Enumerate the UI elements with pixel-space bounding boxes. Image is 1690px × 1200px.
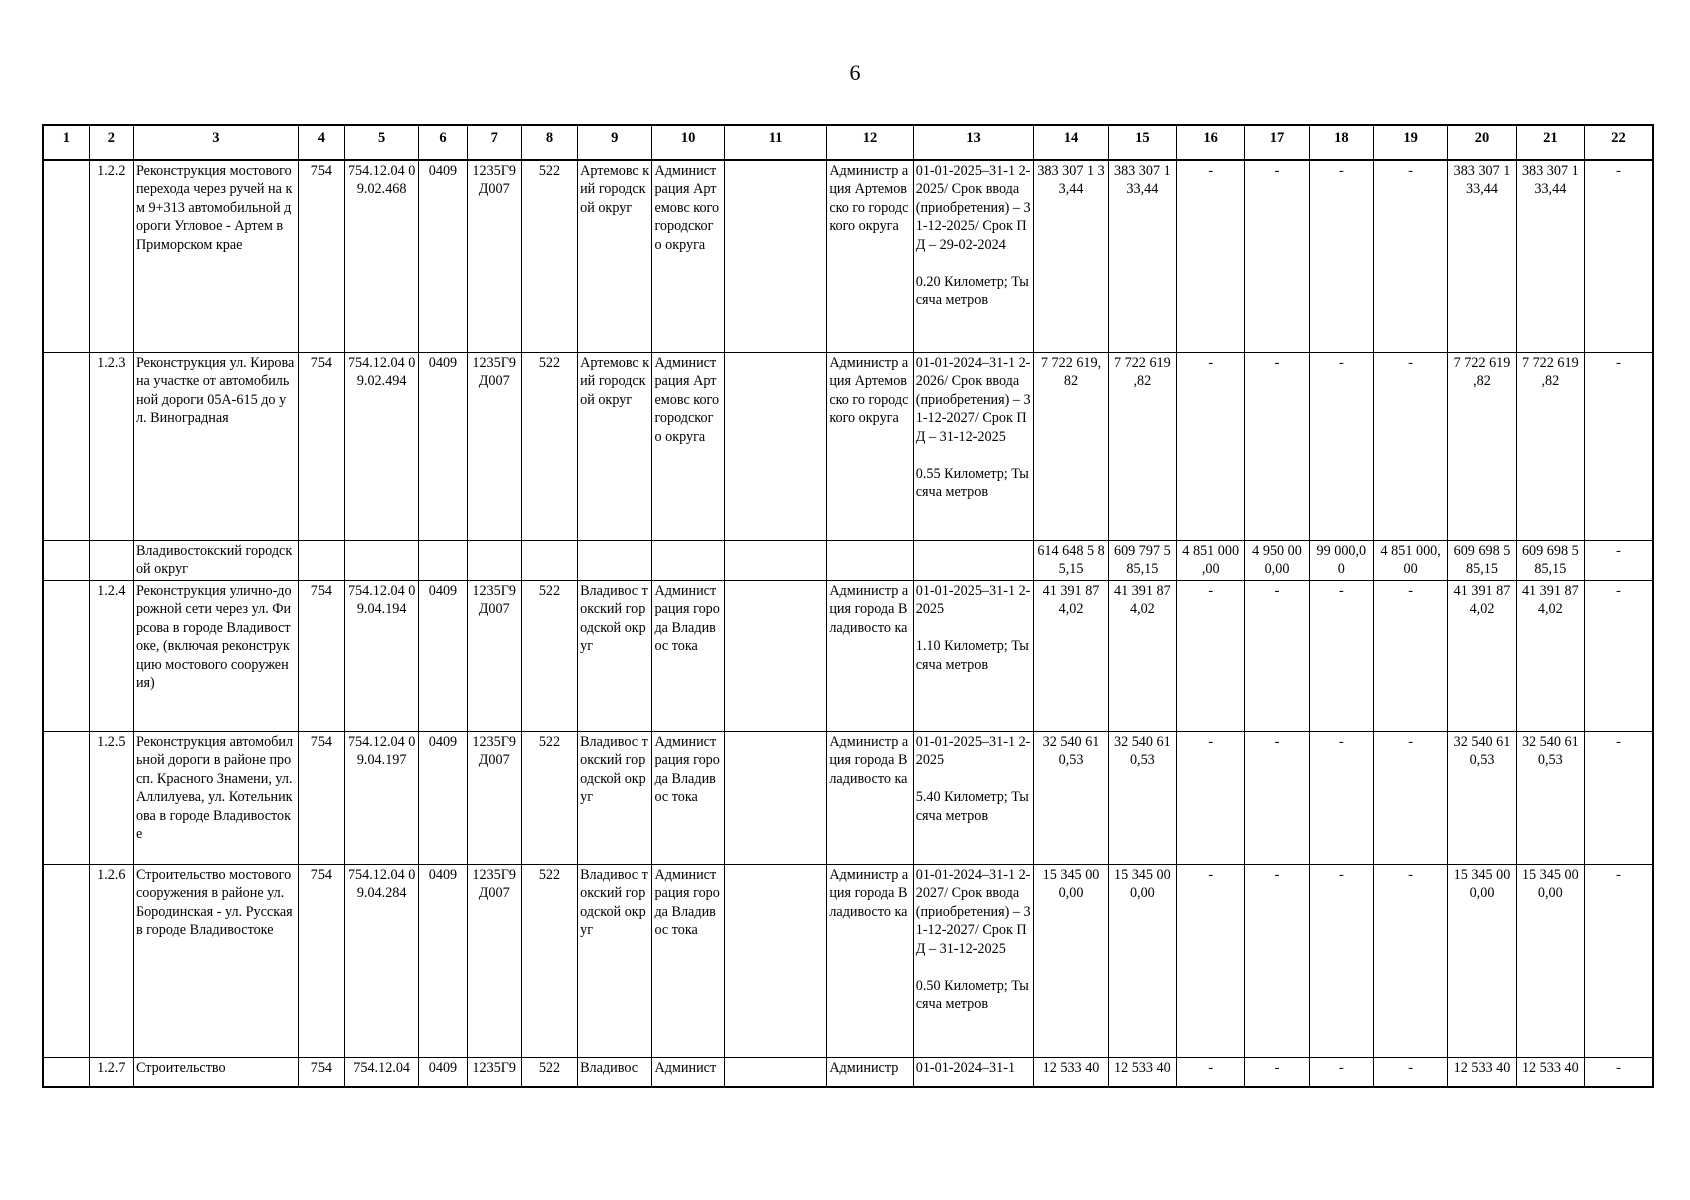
cell-col-11	[724, 160, 827, 353]
cell-col-2: 1.2.2	[89, 160, 133, 353]
cell-col-19: -	[1373, 580, 1447, 731]
cell-col-17: -	[1245, 864, 1309, 1057]
column-number-header	[43, 125, 1653, 160]
cell-col-11	[724, 580, 827, 731]
cell-col-16: -	[1177, 353, 1245, 541]
column-header-22: 22	[1584, 125, 1653, 160]
cell-col-9: Владивос токский городской округ	[578, 731, 652, 864]
cell-col-3: Реконструкция ул. Кирова на участке от автомобильной дороги 05А-615 до ул. Виноградная	[133, 353, 298, 541]
column-header-7: 7	[467, 125, 521, 160]
cell-col-1	[43, 160, 89, 353]
cell-col-15: 12 533 40	[1108, 1057, 1176, 1087]
cell-col-16: -	[1177, 1057, 1245, 1087]
column-header-4: 4	[298, 125, 344, 160]
cell-col-3: Строительство	[133, 1057, 298, 1087]
row-1-2-4	[43, 580, 1653, 731]
column-header-21: 21	[1516, 125, 1584, 160]
cell-col-20: 32 540 61 0,53	[1448, 731, 1516, 864]
cell-col-1	[43, 541, 89, 581]
cell-col-6: 0409	[419, 731, 467, 864]
cell-col-15: 609 797 5 85,15	[1108, 541, 1176, 581]
cell-col-9: Артемовс кий городской округ	[578, 353, 652, 541]
column-header-12: 12	[827, 125, 913, 160]
cell-col-6	[419, 541, 467, 581]
cell-col-1	[43, 580, 89, 731]
row-1-2-3	[43, 353, 1653, 541]
cell-col-14: 32 540 61 0,53	[1034, 731, 1108, 864]
column-header-10: 10	[652, 125, 724, 160]
cell-col-4: 754	[298, 353, 344, 541]
cell-col-7: 1235Г9 Д007	[467, 353, 521, 541]
column-header-20: 20	[1448, 125, 1516, 160]
cell-col-20: 12 533 40	[1448, 1057, 1516, 1087]
cell-col-10	[652, 541, 724, 581]
cell-col-8: 522	[521, 1057, 577, 1087]
cell-col-15: 7 722 619 ,82	[1108, 353, 1176, 541]
cell-col-14: 7 722 619, 82	[1034, 353, 1108, 541]
column-header-8: 8	[521, 125, 577, 160]
column-header-15: 15	[1108, 125, 1176, 160]
column-header-13: 13	[913, 125, 1034, 160]
cell-col-2: 1.2.5	[89, 731, 133, 864]
cell-col-12: Администр ация города Владивосто ка	[827, 580, 913, 731]
cell-col-18: -	[1309, 580, 1373, 731]
cell-col-12: Администр ация Артемовско го городского округа	[827, 353, 913, 541]
cell-col-21: 41 391 87 4,02	[1516, 580, 1584, 731]
cell-col-2: 1.2.6	[89, 864, 133, 1057]
cell-col-12	[827, 541, 913, 581]
cell-col-5: 754.12.04	[344, 1057, 418, 1087]
cell-col-14: 12 533 40	[1034, 1057, 1108, 1087]
cell-col-11	[724, 541, 827, 581]
cell-col-22: -	[1584, 353, 1653, 541]
cell-col-9: Владивос токский городской округ	[578, 580, 652, 731]
cell-col-21: 383 307 1 33,44	[1516, 160, 1584, 353]
cell-col-22: -	[1584, 580, 1653, 731]
cell-col-10: Админист	[652, 1057, 724, 1087]
cell-col-19: -	[1373, 160, 1447, 353]
cell-col-7: 1235Г9 Д007	[467, 864, 521, 1057]
cell-col-19: -	[1373, 864, 1447, 1057]
cell-col-18: -	[1309, 864, 1373, 1057]
cell-col-9: Владивос токский городской округ	[578, 864, 652, 1057]
cell-col-4: 754	[298, 160, 344, 353]
cell-col-22: -	[1584, 1057, 1653, 1087]
cell-col-16: -	[1177, 731, 1245, 864]
cell-col-18: 99 000,0 0	[1309, 541, 1373, 581]
cell-col-1	[43, 1057, 89, 1087]
cell-col-11	[724, 864, 827, 1057]
cell-col-10: Админист рация Артемовс кого городског о округа	[652, 353, 724, 541]
column-header-5: 5	[344, 125, 418, 160]
cell-col-6: 0409	[419, 580, 467, 731]
cell-col-10: Админист рация города Владивос тока	[652, 731, 724, 864]
cell-col-8: 522	[521, 353, 577, 541]
row-1-2-2	[43, 160, 1653, 353]
cell-col-14: 383 307 1 33,44	[1034, 160, 1108, 353]
row-1-2-7	[43, 1057, 1653, 1087]
cell-col-1	[43, 864, 89, 1057]
column-header-1: 1	[43, 125, 89, 160]
cell-col-20: 7 722 619 ,82	[1448, 353, 1516, 541]
cell-col-16: -	[1177, 864, 1245, 1057]
cell-col-18: -	[1309, 1057, 1373, 1087]
cell-col-5: 754.12.04 09.04.197	[344, 731, 418, 864]
cell-col-22: -	[1584, 160, 1653, 353]
cell-col-7: 1235Г9 Д007	[467, 160, 521, 353]
cell-col-7	[467, 541, 521, 581]
cell-col-14: 614 648 5 85,15	[1034, 541, 1108, 581]
cell-col-3: Реконструкция автомобильной дороги в районе просп. Красного Знамени, ул. Аллилуева, ул. Котельникова в городе Владивостоке	[133, 731, 298, 864]
cell-col-7: 1235Г9 Д007	[467, 580, 521, 731]
cell-col-19: -	[1373, 353, 1447, 541]
column-header-14: 14	[1034, 125, 1108, 160]
cell-col-12: Администр ация города Владивосто ка	[827, 864, 913, 1057]
cell-col-3: Строительство мостового сооружения в районе ул. Бородинская - ул. Русская в городе Владивостоке	[133, 864, 298, 1057]
cell-col-12: Администр	[827, 1057, 913, 1087]
row-1-2-6	[43, 864, 1653, 1057]
cell-col-21: 15 345 00 0,00	[1516, 864, 1584, 1057]
cell-col-8	[521, 541, 577, 581]
cell-col-3: Реконструкция улично-дорожной сети через ул. Фирсова в городе Владивостоке, (включая реконструкцию мостового сооружения)	[133, 580, 298, 731]
cell-col-2: 1.2.4	[89, 580, 133, 731]
cell-col-5: 754.12.04 09.04.284	[344, 864, 418, 1057]
cell-col-22: -	[1584, 864, 1653, 1057]
cell-col-12: Администр ация Артемовско го городского округа	[827, 160, 913, 353]
cell-col-13: 01-01-2025–31-1 2-2025/ Срок ввода (приобретения) – 31-12-2025/ Срок ПД – 29-02-2024 0.20 Километр; Тысяча метров	[913, 160, 1034, 353]
cell-col-2: 1.2.3	[89, 353, 133, 541]
cell-col-19: 4 851 000, 00	[1373, 541, 1447, 581]
cell-col-9: Артемовс кий городской округ	[578, 160, 652, 353]
cell-col-16: -	[1177, 580, 1245, 731]
cell-col-17: -	[1245, 1057, 1309, 1087]
table-body	[43, 160, 1653, 1087]
cell-col-6: 0409	[419, 353, 467, 541]
cell-col-9	[578, 541, 652, 581]
cell-col-13: 01-01-2024–31-1 2-2027/ Срок ввода (приобретения) – 31-12-2027/ Срок ПД – 31-12-2025 0.50 Километр; Тысяча метров	[913, 864, 1034, 1057]
cell-col-15: 41 391 87 4,02	[1108, 580, 1176, 731]
cell-col-10: Админист рация города Владивос тока	[652, 864, 724, 1057]
cell-col-3: Реконструкция мостового перехода через ручей на км 9+313 автомобильной дороги Угловое - Артем в Приморском крае	[133, 160, 298, 353]
cell-col-20: 383 307 1 33,44	[1448, 160, 1516, 353]
cell-col-11	[724, 1057, 827, 1087]
cell-col-5	[344, 541, 418, 581]
cell-col-21: 32 540 61 0,53	[1516, 731, 1584, 864]
column-header-19: 19	[1373, 125, 1447, 160]
cell-col-5: 754.12.04 09.04.194	[344, 580, 418, 731]
cell-col-18: -	[1309, 353, 1373, 541]
cell-col-13: 01-01-2024–31-1 2-2026/ Срок ввода (приобретения) – 31-12-2027/ Срок ПД – 31-12-2025 0.55 Километр; Тысяча метров	[913, 353, 1034, 541]
cell-col-2	[89, 541, 133, 581]
cell-col-4: 754	[298, 580, 344, 731]
cell-col-7: 1235Г9	[467, 1057, 521, 1087]
cell-col-8: 522	[521, 731, 577, 864]
cell-col-2: 1.2.7	[89, 1057, 133, 1087]
cell-col-6: 0409	[419, 160, 467, 353]
column-header-6: 6	[419, 125, 467, 160]
cell-col-6: 0409	[419, 1057, 467, 1087]
cell-col-21: 7 722 619 ,82	[1516, 353, 1584, 541]
cell-col-17: 4 950 00 0,00	[1245, 541, 1309, 581]
cell-col-22: -	[1584, 731, 1653, 864]
cell-col-10: Админист рация города Владивос тока	[652, 580, 724, 731]
cell-col-14: 41 391 87 4,02	[1034, 580, 1108, 731]
row-1-2-5	[43, 731, 1653, 864]
cell-col-17: -	[1245, 160, 1309, 353]
cell-col-15: 383 307 1 33,44	[1108, 160, 1176, 353]
cell-col-11	[724, 731, 827, 864]
column-header-3: 3	[133, 125, 298, 160]
cell-col-12: Администр ация города Владивосто ка	[827, 731, 913, 864]
cell-col-4: 754	[298, 864, 344, 1057]
cell-col-21: 609 698 5 85,15	[1516, 541, 1584, 581]
cell-col-5: 754.12.04 09.02.494	[344, 353, 418, 541]
cell-col-5: 754.12.04 09.02.468	[344, 160, 418, 353]
cell-col-14: 15 345 00 0,00	[1034, 864, 1108, 1057]
column-header-2: 2	[89, 125, 133, 160]
cell-col-13: 01-01-2024–31-1	[913, 1057, 1034, 1087]
cell-col-19: -	[1373, 1057, 1447, 1087]
cell-col-19: -	[1373, 731, 1447, 864]
cell-col-17: -	[1245, 731, 1309, 864]
cell-col-15: 15 345 00 0,00	[1108, 864, 1176, 1057]
cell-col-18: -	[1309, 160, 1373, 353]
column-header-18: 18	[1309, 125, 1373, 160]
page-number: 6	[849, 60, 861, 85]
cell-col-11	[724, 353, 827, 541]
column-header-16: 16	[1177, 125, 1245, 160]
cell-col-17: -	[1245, 580, 1309, 731]
cell-col-3: Владивостокский городской округ	[133, 541, 298, 581]
cell-col-7: 1235Г9 Д007	[467, 731, 521, 864]
cell-col-1	[43, 731, 89, 864]
cell-col-10: Админист рация Артемовс кого городског о округа	[652, 160, 724, 353]
column-header-11: 11	[724, 125, 827, 160]
cell-col-4: 754	[298, 731, 344, 864]
cell-col-13: 01-01-2025–31-1 2-2025 5.40 Километр; Тысяча метров	[913, 731, 1034, 864]
cell-col-20: 609 698 5 85,15	[1448, 541, 1516, 581]
cell-col-8: 522	[521, 160, 577, 353]
cell-col-8: 522	[521, 864, 577, 1057]
column-header-17: 17	[1245, 125, 1309, 160]
cell-col-16: -	[1177, 160, 1245, 353]
cell-col-22: -	[1584, 541, 1653, 581]
cell-col-20: 15 345 00 0,00	[1448, 864, 1516, 1057]
cell-col-13: 01-01-2025–31-1 2-2025 1.10 Километр; Тысяча метров	[913, 580, 1034, 731]
budget-table	[42, 124, 1654, 1088]
cell-col-13	[913, 541, 1034, 581]
cell-col-4: 754	[298, 1057, 344, 1087]
cell-col-4	[298, 541, 344, 581]
cell-col-21: 12 533 40	[1516, 1057, 1584, 1087]
cell-col-17: -	[1245, 353, 1309, 541]
cell-col-6: 0409	[419, 864, 467, 1057]
cell-col-1	[43, 353, 89, 541]
cell-col-15: 32 540 61 0,53	[1108, 731, 1176, 864]
cell-col-9: Владивос	[578, 1057, 652, 1087]
cell-col-20: 41 391 87 4,02	[1448, 580, 1516, 731]
cell-col-18: -	[1309, 731, 1373, 864]
row-vladivostok-subtotal	[43, 541, 1653, 581]
cell-col-16: 4 851 000 ,00	[1177, 541, 1245, 581]
cell-col-8: 522	[521, 580, 577, 731]
column-header-9: 9	[578, 125, 652, 160]
